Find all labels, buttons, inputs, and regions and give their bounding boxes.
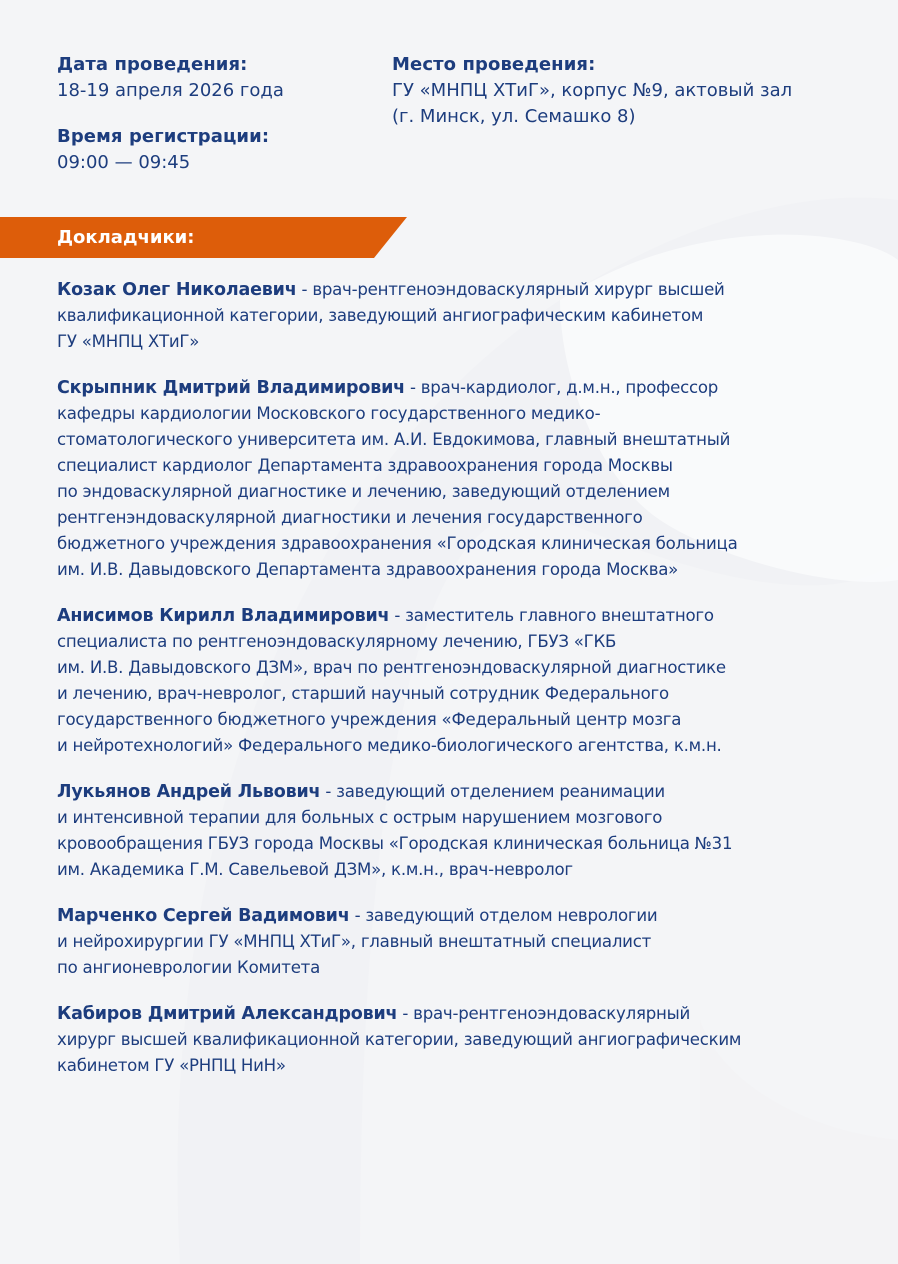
speaker-description: и лечению, врач-невролог, старший научный сотрудник Федерального — [57, 684, 669, 703]
speaker-description: кабинетом ГУ «РНПЦ НиН» — [57, 1056, 286, 1075]
speaker-description: заведующий отделом неврологии — [365, 906, 658, 925]
speaker-description: врач-кардиолог, д.м.н., профессор — [420, 378, 719, 397]
speaker-name: Анисимов Кирилл Владимирович — [57, 606, 390, 626]
speaker-entry — [57, 277, 857, 355]
speaker-entry — [57, 903, 857, 981]
speaker-description: специалиста по рентгеноэндоваскулярному лечению, ГБУЗ «ГКБ — [57, 632, 617, 651]
event-date-block — [57, 52, 284, 104]
speaker-description: по эндоваскулярной диагностике и лечению, заведующий отделением — [57, 482, 670, 501]
speaker-name: Скрыпник Дмитрий Владимирович — [57, 378, 405, 398]
venue-block — [392, 52, 792, 130]
speaker-entry — [57, 375, 857, 583]
speaker-description: стоматологического университета им. А.И. Евдокимова, главный внештатный — [57, 430, 731, 449]
speaker-description: кровообращения ГБУЗ города Москвы «Городская клиническая больница №31 — [57, 834, 733, 853]
speaker-entry — [57, 779, 857, 883]
speaker-description: им. Академика Г.М. Савельевой ДЗМ», к.м.н., врач-невролог — [57, 860, 573, 879]
speaker-separator: - — [404, 378, 421, 397]
speaker-separator: - — [320, 782, 337, 801]
speaker-separator: - — [397, 1004, 414, 1023]
registration-time-block — [57, 124, 269, 176]
speaker-description: и нейротехнологий» Федерального медико-биологического агентства, к.м.н. — [57, 736, 722, 755]
speaker-description: и интенсивной терапии для больных с острым нарушением мозгового — [57, 808, 663, 827]
speaker-description: заведующий отделением реанимации — [336, 782, 665, 801]
speaker-description: ГУ «МНПЦ ХТиГ» — [57, 332, 200, 351]
speaker-description: им. И.В. Давыдовского ДЗМ», врач по рентгеноэндоваскулярной диагностике — [57, 658, 726, 677]
speaker-name: Козак Олег Николаевич — [57, 280, 297, 300]
registration-time-label: Время регистрации: — [57, 126, 270, 147]
speaker-name: Кабиров Дмитрий Александрович — [57, 1004, 398, 1024]
speakers-section-title: Докладчики: — [57, 227, 195, 248]
speaker-description: государственного бюджетного учреждения «Федеральный центр мозга — [57, 710, 682, 729]
venue-label: Место проведения: — [392, 54, 596, 75]
speakers-list — [57, 277, 857, 1099]
venue-value-line2: (г. Минск, ул. Семашко 8) — [392, 106, 636, 127]
event-date-label: Дата проведения: — [57, 54, 248, 75]
speaker-description: заместитель главного внештатного — [405, 606, 714, 625]
speaker-name: Лукьянов Андрей Львович — [57, 782, 321, 802]
speaker-entry — [57, 1001, 857, 1079]
speaker-description: специалист кардиолог Департамента здравоохранения города Москвы — [57, 456, 673, 475]
speaker-separator: - — [349, 906, 366, 925]
speaker-description: рентгенэндоваскулярной диагностики и лечения государственного — [57, 508, 643, 527]
venue-value-line1: ГУ «МНПЦ ХТиГ», корпус №9, актовый зал — [392, 80, 793, 101]
speaker-separator: - — [389, 606, 406, 625]
speaker-separator: - — [296, 280, 313, 299]
speaker-description: врач-рентгеноэндоваскулярный — [413, 1004, 690, 1023]
speaker-description: бюджетного учреждения здравоохранения «Городская клиническая больница — [57, 534, 738, 553]
registration-time-value: 09:00 — 09:45 — [57, 152, 191, 173]
speaker-entry — [57, 603, 857, 759]
event-date-value: 18-19 апреля 2026 года — [57, 80, 284, 101]
speaker-description: хирург высшей квалификационной категории, заведующий ангиографическим — [57, 1030, 742, 1049]
speaker-description: квалификационной категории, заведующий ангиографическим кабинетом — [57, 306, 704, 325]
speaker-description: кафедры кардиологии Московского государственного медико- — [57, 404, 601, 423]
speaker-description: по ангионеврологии Комитета — [57, 958, 320, 977]
speaker-description: и нейрохирургии ГУ «МНПЦ ХТиГ», главный внештатный специалист — [57, 932, 652, 951]
speaker-name: Марченко Сергей Вадимович — [57, 906, 350, 926]
speaker-description: врач-рентгеноэндоваскулярный хирург высшей — [312, 280, 725, 299]
speaker-description: им. И.В. Давыдовского Департамента здравоохранения города Москва» — [57, 560, 679, 579]
